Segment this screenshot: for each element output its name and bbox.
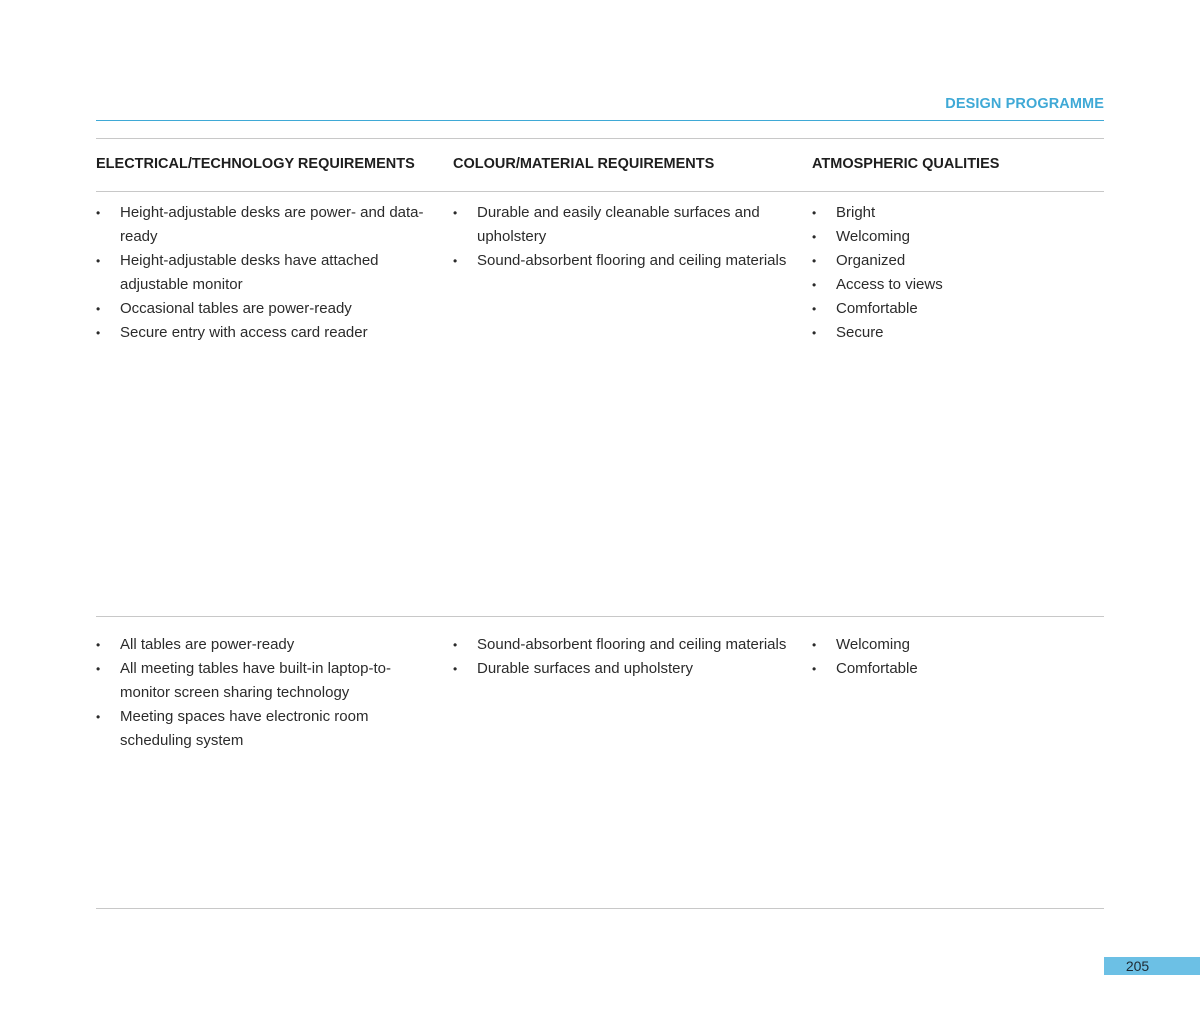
bullet-icon: • (453, 254, 458, 268)
atmospheric-list (812, 201, 1104, 345)
list-item-text: Comfortable (836, 660, 918, 677)
section-title: DESIGN PROGRAMME (945, 96, 1104, 112)
list-item-text: Welcoming (836, 636, 910, 653)
bullet-icon: • (96, 326, 101, 340)
row-1-colour-cell (453, 201, 788, 273)
colour-list (453, 633, 788, 681)
bullet-icon: • (812, 278, 817, 292)
column-header-colour: COLOUR/MATERIAL REQUIREMENTS (453, 156, 715, 172)
list-item-text: All meeting tables have built-in laptop-to-monitor screen sharing technology (120, 660, 391, 701)
page-number: 205 (1125, 958, 1150, 974)
bullet-icon: • (453, 206, 458, 220)
list-item-text: Bright (836, 204, 876, 221)
list-item-text: Durable surfaces and upholstery (477, 660, 693, 677)
bullet-icon: • (812, 254, 817, 268)
row-2-atmospheric-cell (812, 633, 1104, 681)
page-number-tab (1104, 957, 1200, 975)
list-item-text: Secure (836, 324, 884, 341)
colour-list (453, 201, 788, 273)
row-2-electrical-cell (96, 633, 431, 753)
list-item (453, 633, 788, 657)
list-item-text: Comfortable (836, 300, 918, 317)
list-item-text: Sound-absorbent flooring and ceiling materials (477, 636, 787, 653)
list-item-text: Secure entry with access card reader (120, 324, 368, 341)
bullet-icon: • (96, 662, 101, 676)
list-item (96, 201, 431, 249)
bullet-icon: • (812, 302, 817, 316)
list-item-text: Organized (836, 252, 906, 269)
bullet-icon: • (812, 230, 817, 244)
list-item (812, 249, 1104, 273)
row-1-atmospheric-cell (812, 201, 1104, 345)
bullet-icon: • (453, 638, 458, 652)
list-item (812, 273, 1104, 297)
list-item-text: Occasional tables are power-ready (120, 300, 352, 317)
list-item-text: All tables are power-ready (120, 636, 295, 653)
list-item (96, 321, 431, 345)
bullet-icon: • (812, 206, 817, 220)
bullet-icon: • (96, 302, 101, 316)
list-item (812, 225, 1104, 249)
bullet-icon: • (812, 662, 817, 676)
list-item (812, 297, 1104, 321)
list-item (812, 201, 1104, 225)
list-item (96, 297, 431, 321)
table-bottom-rule (96, 908, 1104, 909)
list-item (453, 657, 788, 681)
bullet-icon: • (96, 638, 101, 652)
table-top-rule (96, 138, 1104, 139)
list-item (812, 633, 1104, 657)
list-item-text: Meeting spaces have electronic room scheduling system (120, 708, 369, 749)
header-bottom-rule (96, 191, 1104, 192)
row-1-electrical-cell (96, 201, 431, 345)
bullet-icon: • (453, 662, 458, 676)
column-header-electrical: ELECTRICAL/TECHNOLOGY REQUIREMENTS (96, 156, 415, 172)
list-item-text: Height-adjustable desks are power- and data-ready (120, 204, 424, 245)
list-item-text: Height-adjustable desks have attached adjustable monitor (120, 252, 379, 293)
list-item (812, 657, 1104, 681)
list-item (96, 633, 431, 657)
row-divider-rule (96, 616, 1104, 617)
column-header-atmospheric: ATMOSPHERIC QUALITIES (812, 156, 1000, 172)
list-item-text: Access to views (836, 276, 943, 293)
bullet-icon: • (96, 710, 101, 724)
list-item (96, 705, 431, 753)
list-item (96, 657, 431, 705)
list-item-text: Sound-absorbent flooring and ceiling materials (477, 252, 787, 269)
bullet-icon: • (812, 326, 817, 340)
list-item (812, 321, 1104, 345)
bullet-icon: • (96, 206, 101, 220)
bullet-icon: • (96, 254, 101, 268)
electrical-list (96, 201, 431, 345)
list-item (453, 249, 788, 273)
bullet-icon: • (812, 638, 817, 652)
list-item-text: Durable and easily cleanable surfaces and upholstery (477, 204, 760, 245)
list-item-text: Welcoming (836, 228, 910, 245)
list-item (453, 201, 788, 249)
list-item (96, 249, 431, 297)
header-rule (96, 120, 1104, 121)
electrical-list (96, 633, 431, 753)
row-2-colour-cell (453, 633, 788, 681)
atmospheric-list (812, 633, 1104, 681)
